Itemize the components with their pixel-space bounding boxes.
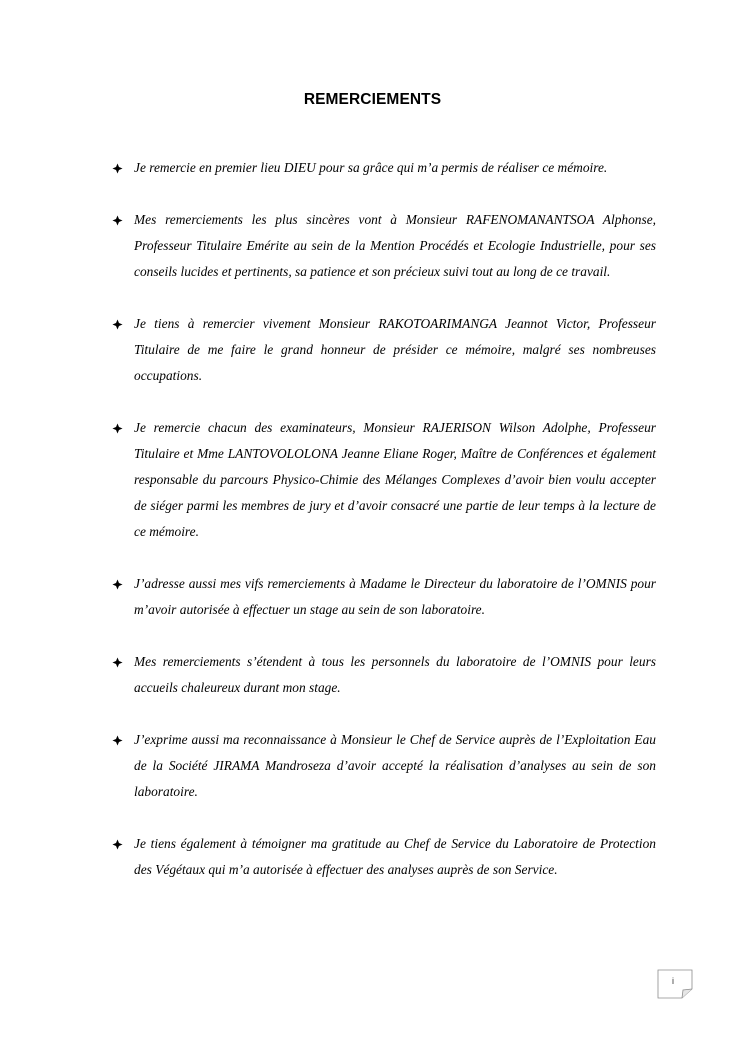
diamond-bullet-icon [112,735,123,746]
diamond-bullet-icon [112,579,123,590]
list-item [112,207,656,285]
list-item [112,727,656,805]
diamond-bullet-icon [112,215,123,226]
list-item-text: J’adresse aussi mes vifs remerciements à Madame le Directeur du laboratoire de l’OMNIS pour m’avoir autorisée à effectuer un stage au sein de son laboratoire. [134,576,656,617]
diamond-bullet-icon [112,319,123,330]
list-item-text: J’exprime aussi ma reconnaissance à Monsieur le Chef de Service auprès de l’Exploitation Eau de la Société JIRAMA Mandroseza d’avoir accepté la réalisation d’analyses au sein de son laboratoire. [134,732,656,799]
list-item-text: Je tiens à remercier vivement Monsieur RAKOTOARIMANGA Jeannot Victor, Professeur Titulaire de me faire le grand honneur de présider ce mémoire, malgré ses nombreuses occupations. [134,316,656,383]
list-item [112,155,656,181]
diamond-bullet-icon [112,163,123,174]
diamond-bullet-icon [112,839,123,850]
list-item [112,571,656,623]
list-item-text: Je remercie chacun des examinateurs, Monsieur RAJERISON Wilson Adolphe, Professeur Titulaire et Mme LANTOVOLOLONA Jeanne Eliane Roger, Maître de Conférences et également responsable du parcours Physico-Chimie des Mélanges Complexes d’avoir bien voulu accepter de siéger parmi les membres de jury et d’avoir consacré une partie de leur temps à la lecture de ce mémoire. [134,420,656,539]
page-number-box [657,969,693,999]
diamond-bullet-icon [112,423,123,434]
acknowledgements-list [112,155,656,909]
list-item-text: Je tiens également à témoigner ma gratitude au Chef de Service du Laboratoire de Protection des Végétaux qui m’a autorisée à effectuer des analyses auprès de son Service. [134,836,656,877]
page-title: REMERCIEMENTS [303,91,442,108]
list-item-text: Mes remerciements les plus sincères vont à Monsieur RAFENOMANANTSOA Alphonse, Professeur Titulaire Emérite au sein de la Mention Procédés et Ecologie Industrielle, pour ses conseils lucides et pertinents, sa patience et son précieux suivi tout au long de ce travail. [134,212,656,279]
list-item-text: Mes remerciements s’étendent à tous les personnels du laboratoire de l’OMNIS pour leurs accueils chaleureux durant mon stage. [134,654,656,695]
list-item [112,311,656,389]
page-number: i [672,976,674,986]
list-item-text: Je remercie en premier lieu DIEU pour sa grâce qui m’a permis de réaliser ce mémoire. [134,160,608,175]
list-item [112,649,656,701]
list-item [112,415,656,545]
list-item [112,831,656,883]
diamond-bullet-icon [112,657,123,668]
